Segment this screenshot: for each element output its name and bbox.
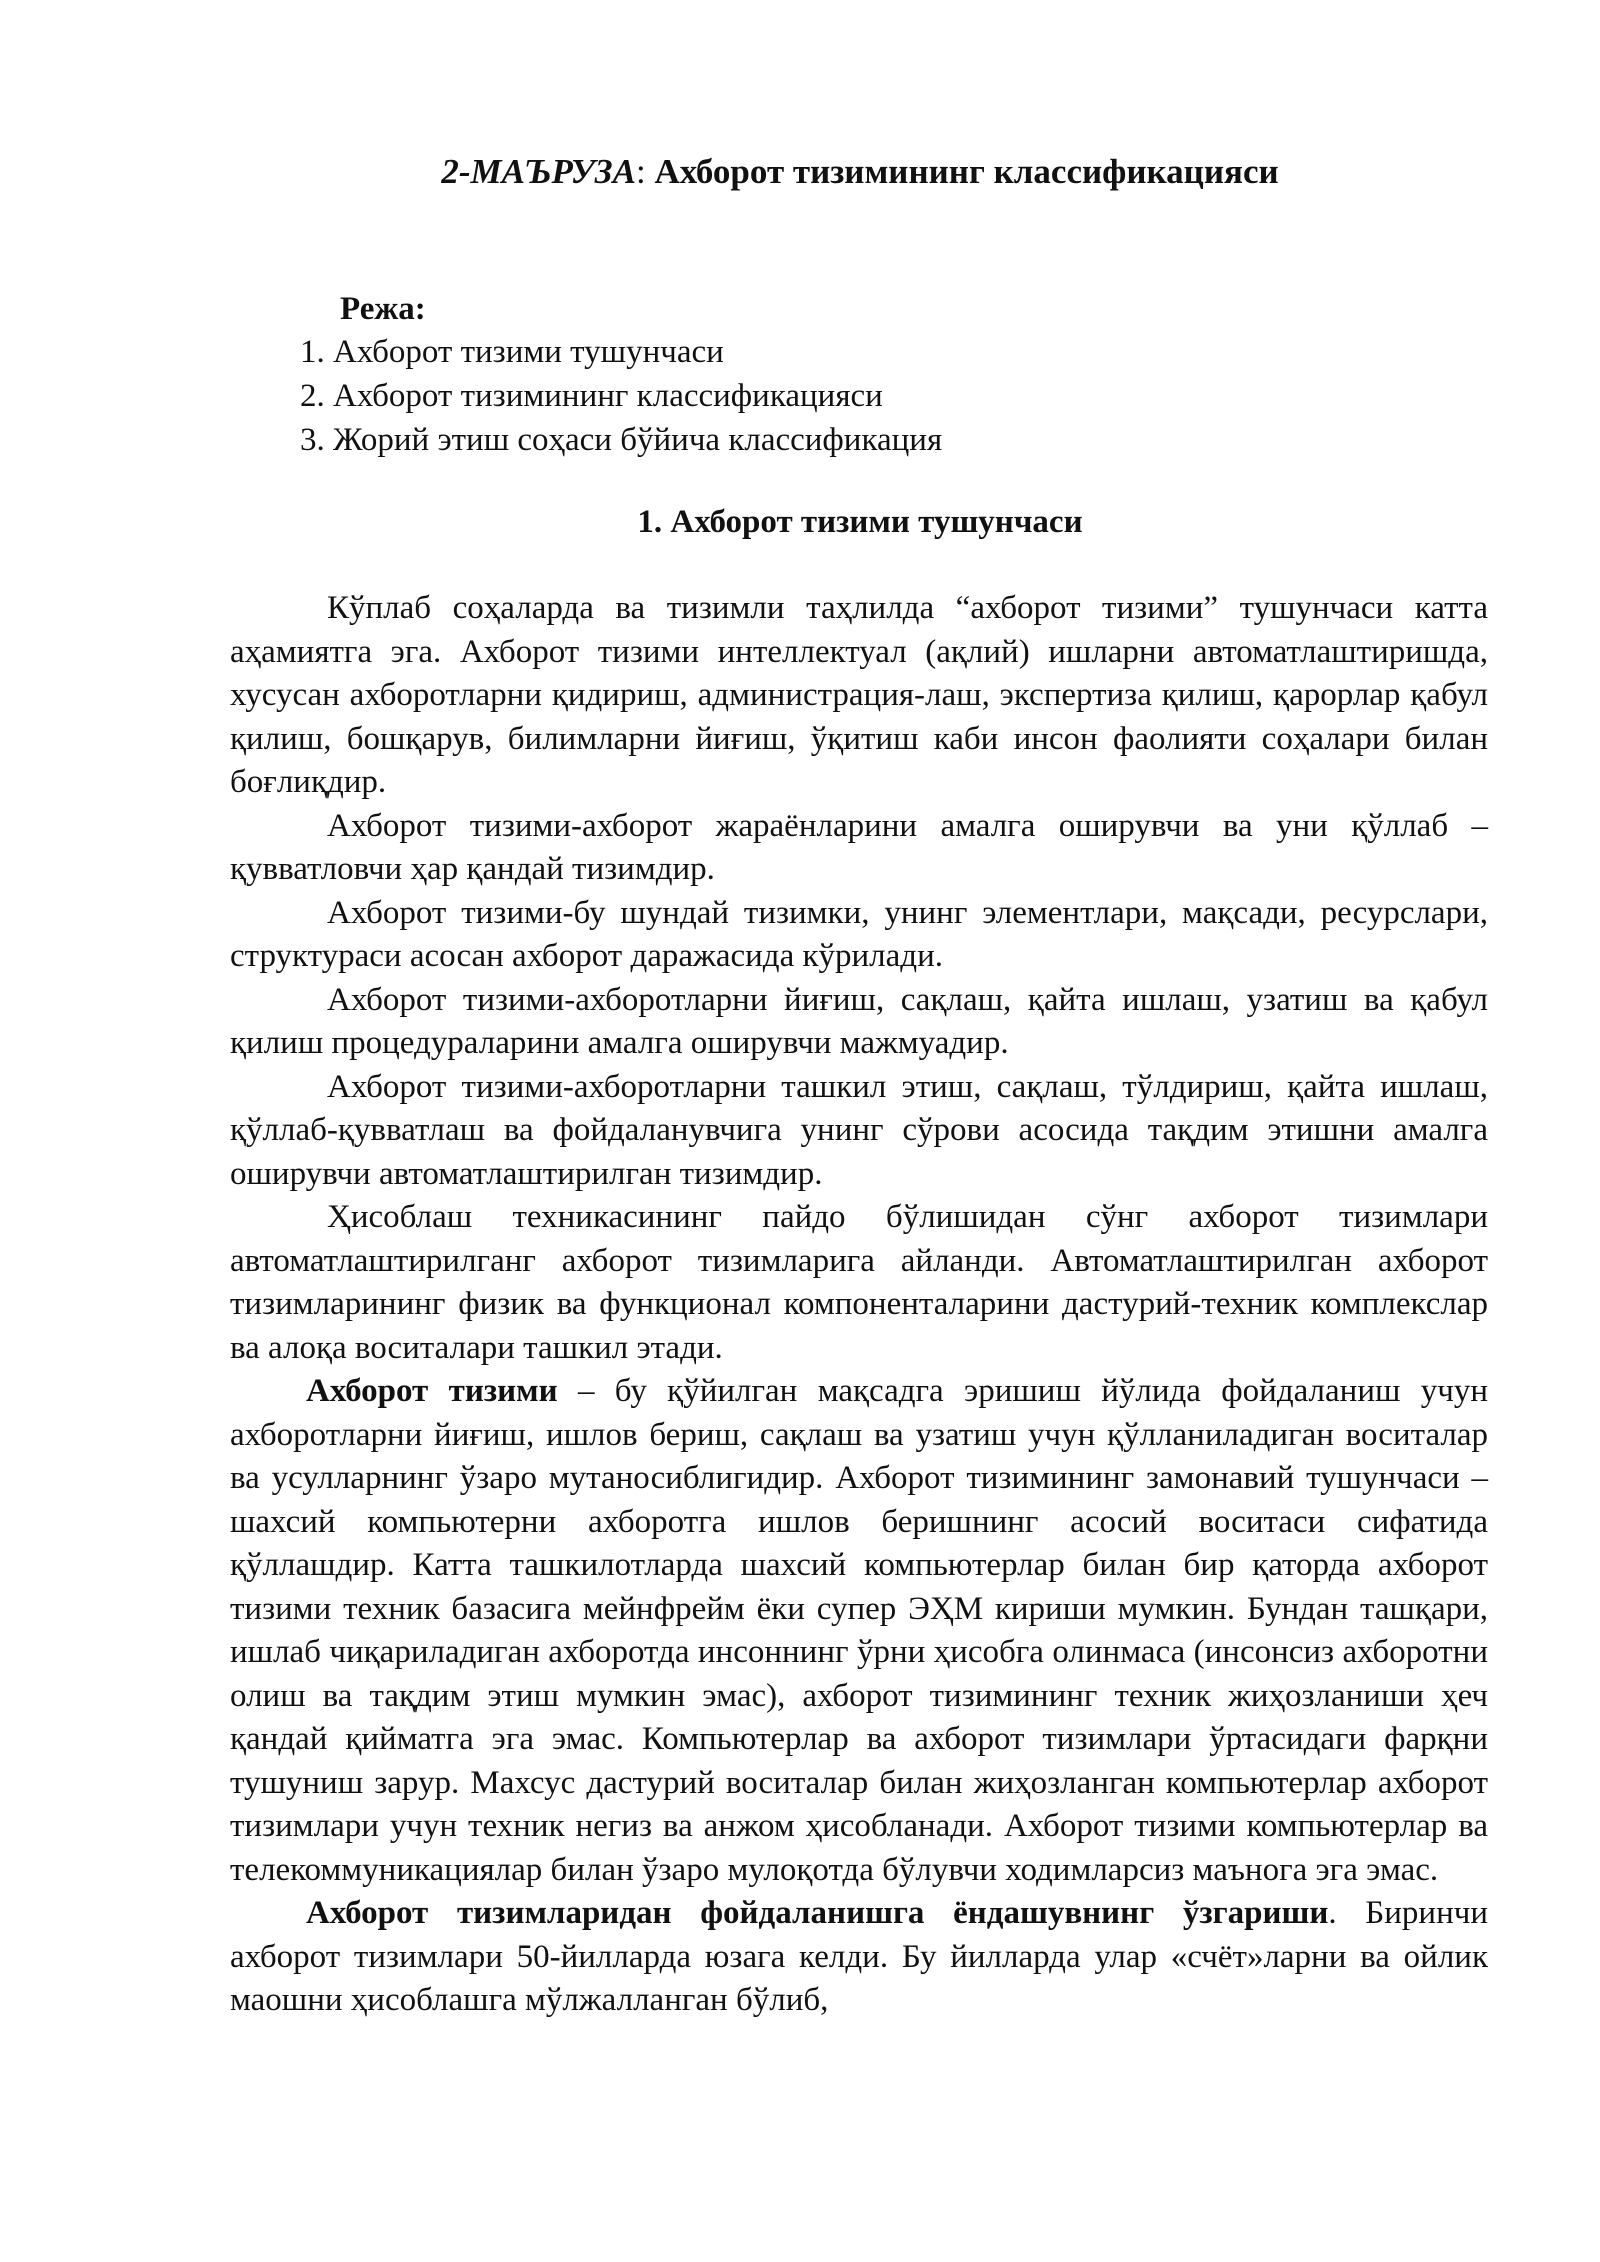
paragraph — [230, 1370, 1488, 1892]
paragraph — [230, 979, 1488, 1066]
section-heading: 1. Ахборот тизими тушунчаси — [637, 504, 1083, 540]
paragraph-text: Ахборот тизими-ахборотларни ташкил этиш, сақлаш, тўлдириш, қайта ишлаш, қўллаб-қувватлаш ва фойдаланувчига унинг сўрови асосида тақдим этишни амалга оширувчи автоматлаштирилган тизимдир. — [230, 1068, 1488, 1192]
paragraph-text: – бу қўйилган мақсадга эришиш йўлида фойдаланиш учун ахборотларни йиғиш, ишлов бериш, сақлаш ва узатиш учун қўлланиладиган воситалар ва усулларнинг ўзаро мутаносиблигидир. Ахборот тизимининг замонавий тушунчаси – шахсий компьютерни ахборотга ишлов беришнинг асосий воситаси сифатида қўллашдир. Катта ташкилотларда шахсий компьютерлар билан бир қаторда ахборот тизими техник базасига мейнфрейм ёки супер ЭҲМ кириши мумкин. Бундан ташқари, ишлаб чиқариладиган ахборотда инсоннинг ўрни ҳисобга олинмаса (инсонсиз ахборотни олиш ва тақдим этиш мумкин эмас), ахборот тизимининг техник жиҳозланиши ҳеч қандай қийматга эга эмас. Компьютерлар ва ахборот тизимлари ўртасидаги фарқни тушуниш зарур. Махсус дастурий воситалар билан жиҳозланган компьютерлар ахборот тизимлари учун техник негиз ва анжом ҳисобланади. Ахборот тизими компьютерлар ва телекоммуникациялар билан ўзаро мулоқотда бўлувчи ходимларсиз маънога эга эмас. — [230, 1373, 1488, 1888]
lecture-number: 2-МАЪРУЗА — [441, 152, 636, 191]
paragraph-lead-term: Ахборот тизими — [306, 1373, 558, 1409]
paragraph-text: Кўплаб соҳаларда ва тизимли таҳлилда “ахборот тизими” тушунчаси катта аҳамиятга эга. Ахборот тизими интеллектуал (ақлий) ишларни автоматлаштиришда, хусусан ахборотларни қидириш, администрация-лаш, экспертиза қилиш, қарорлар қабул қилиш, бошқарув, билимларни йиғиш, ўқитиш каби инсон фаолияти соҳалари билан боғлиқдир. — [230, 590, 1488, 800]
plan-item: 1. Ахборот тизими тушунчаси — [300, 334, 724, 370]
paragraph — [230, 1892, 1488, 2023]
paragraph — [230, 1196, 1488, 1370]
paragraph-text: Ахборот тизими-бу шундай тизимки, унинг элементлари, мақсади, ресурслари, структураси асосан ахборот даражасида кўрилади. — [230, 894, 1488, 974]
paragraph-text: Ахборот тизими-ахборот жараёнларини амалга оширувчи ва уни қўллаб –қувватловчи ҳар қандай тизимдир. — [230, 807, 1488, 887]
title-colon: : — [635, 152, 646, 191]
paragraph-text: Ахборот тизими-ахборотларни йиғиш, сақлаш, қайта ишлаш, узатиш ва қабул қилиш процедураларини амалга оширувчи мажмуадир. — [230, 981, 1488, 1061]
paragraph — [230, 587, 1488, 805]
lecture-topic: Ахборот тизимининг классификацияси — [645, 152, 1279, 191]
paragraph-text: . Биринчи ахборот тизимлари 50-йилларда юзага келди. Бу йилларда улар «счёт»ларни ва ойлик маошни ҳисоблашга мўлжалланган бўлиб, — [230, 1895, 1488, 2018]
lecture-title — [230, 150, 1490, 194]
plan-heading: Режа: — [340, 291, 426, 327]
paragraph — [230, 1066, 1488, 1197]
paragraph-text: Ҳисоблаш техникасининг пайдо бўлишидан сўнг ахборот тизимлари автоматлаштирилганг ахборот тизимларига айланди. Автоматлаштирилган ахборот тизимларининг физик ва функционал компоненталарини дастурий-техник комплекслар ва алоқа воситалари ташкил этади. — [230, 1199, 1488, 1366]
plan-item: 3. Жорий этиш соҳаси бўйича классификация — [300, 422, 943, 458]
paragraph — [230, 805, 1488, 892]
plan-list — [300, 330, 942, 462]
body-text — [230, 587, 1488, 2023]
plan-item: 2. Ахборот тизимининг классификацияси — [300, 378, 883, 414]
paragraph — [230, 892, 1488, 979]
paragraph-lead-term: Ахборот тизимларидан фойдаланишга ёндашувнинг ўзгариши — [306, 1895, 1329, 1931]
